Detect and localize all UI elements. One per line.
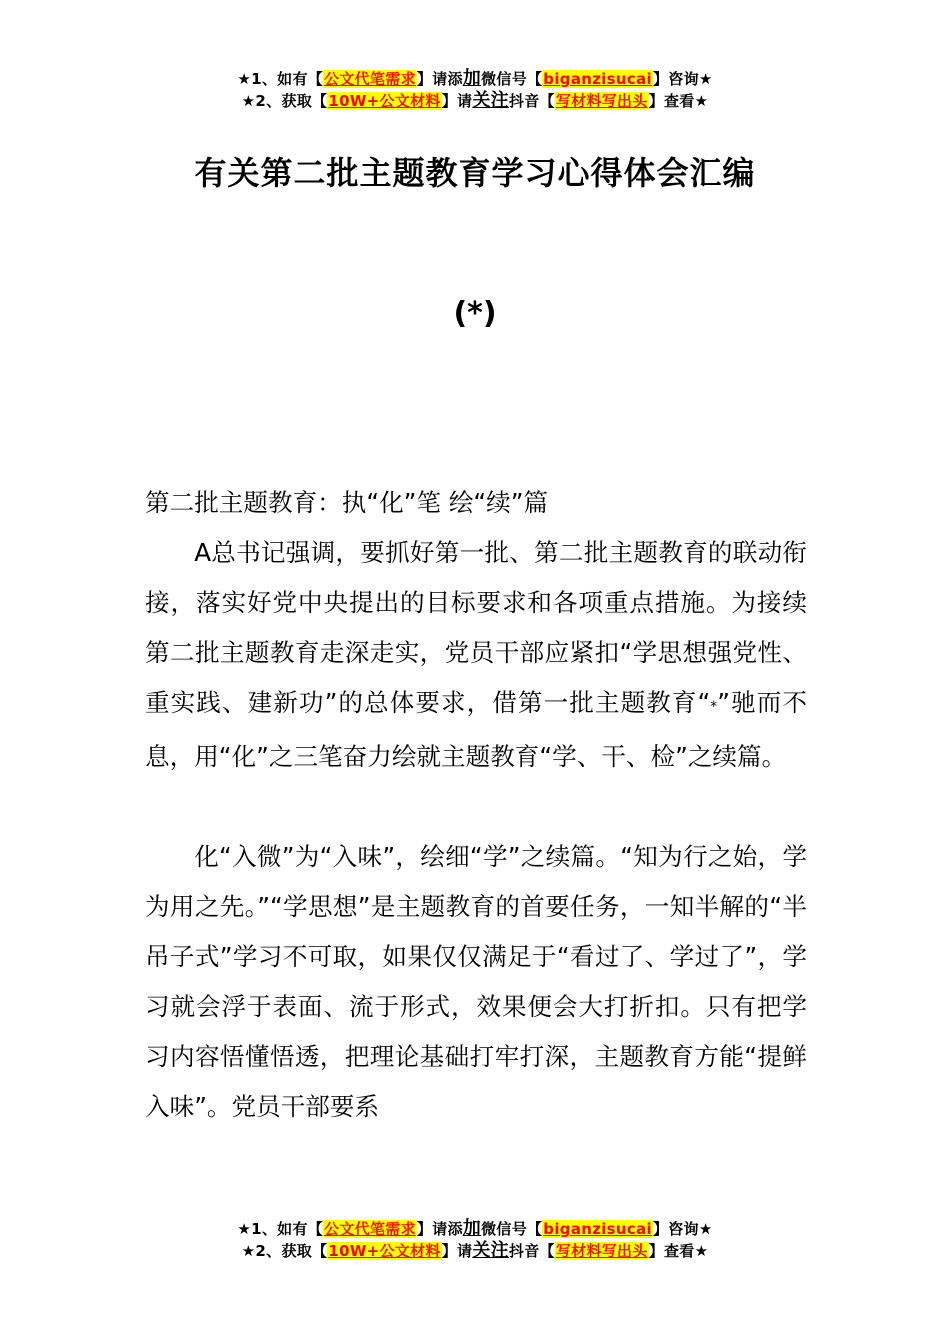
banner-text: 】请	[441, 1242, 473, 1260]
banner-text: 抖音【	[508, 92, 555, 110]
paragraph: 化“入微”为“入味”，绘细“学”之续篇。“知为行之始，学为用之先。”“学思想”是主题教育的首要任务，一知半解的“半吊子式”学习不可取，如果仅仅满足于“看过了、学过了”，学习就会浮于表面、流于形式，效果便会大打折扣。只有把学习内容悟懂悟透，把理论基础打牢打深，主题教育方能“提鲜入味”。党员干部要系	[145, 842, 807, 1121]
banner-text: 微信号【	[481, 70, 543, 88]
banner-text: ★2、获取【	[241, 1242, 328, 1260]
banner-text: ★1、如有【	[237, 70, 324, 88]
document-subtitle: (*)	[453, 296, 497, 331]
section-heading: 第二批主题教育：执“化”笔 绘“续”篇	[145, 488, 549, 517]
banner-highlight-service: 公文代笔需求	[324, 70, 416, 88]
banner-emphasis: 关注	[472, 90, 509, 111]
banner-highlight-douyin: 写材料写出头	[555, 92, 648, 110]
banner-text: 】查看★	[648, 92, 709, 110]
banner-highlight-wechat-id: biganzisucai	[543, 70, 652, 88]
banner-highlight-douyin: 写材料写出头	[555, 1242, 648, 1260]
banner-line-1	[0, 68, 950, 90]
document-title: 有关第二批主题教育学习心得体会汇编	[194, 154, 756, 192]
banner-highlight-service: 公文代笔需求	[324, 1220, 416, 1238]
paragraph	[145, 528, 807, 782]
banner-emphasis: 关注	[472, 1240, 509, 1261]
document-body	[145, 478, 807, 1132]
banner-emphasis: 加	[462, 1218, 482, 1239]
banner-text: 抖音【	[508, 1242, 555, 1260]
banner-line-2	[0, 90, 950, 112]
top-banner	[0, 68, 950, 112]
banner-text: 】请添	[416, 70, 463, 88]
paragraph-gap	[145, 782, 807, 832]
banner-text: 】查看★	[648, 1242, 709, 1260]
paragraph-text: ”驰而不息，用“化”之三笔奋力绘就主题教育“学、干、检”之续篇。	[145, 688, 808, 771]
banner-line-1	[0, 1218, 950, 1240]
banner-text: 】请添	[416, 1220, 463, 1238]
banner-emphasis: 加	[462, 68, 482, 89]
banner-text: 】请	[441, 92, 473, 110]
banner-text: 】咨询★	[652, 70, 713, 88]
banner-highlight-materials: 10W+公文材料	[328, 1242, 441, 1260]
paragraph-text: *	[710, 699, 718, 715]
banner-text: 微信号【	[481, 1220, 543, 1238]
banner-line-2	[0, 1240, 950, 1262]
banner-text: ★1、如有【	[237, 1220, 324, 1238]
paragraph-text: A总书记强调，要抓好第一批、第二批主题教育的联动衔接，落实好党中央提出的目标要求和各项重点措施。为接续第二批主题教育走深走实，党员干部应紧扣“学思想强党性、重实践、建新功”的总体要求，借第一批主题教育“	[145, 538, 807, 717]
banner-highlight-wechat-id: biganzisucai	[543, 1220, 652, 1238]
banner-highlight-materials: 10W+公文材料	[328, 92, 441, 110]
bottom-banner	[0, 1218, 950, 1262]
banner-text: 】咨询★	[652, 1220, 713, 1238]
banner-text: ★2、获取【	[241, 92, 328, 110]
